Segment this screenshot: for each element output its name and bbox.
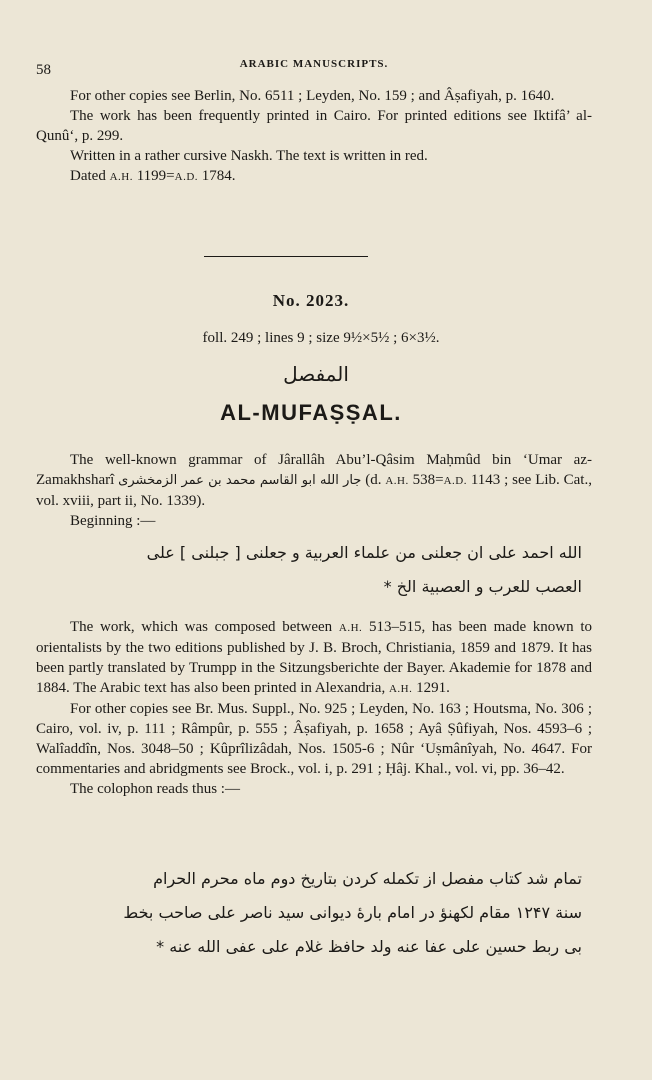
entry-title: AL-MUFAṢṢAL.	[220, 400, 402, 425]
section-divider	[204, 256, 368, 257]
description-section	[36, 450, 592, 531]
colophon-line-2: سنة ۱۲۴۷ مقام لکهنؤ در امام بارهٔ دیوانی سید ناصر علی صاحب بخط	[123, 903, 582, 922]
entry-number: No. 2023.	[272, 291, 350, 310]
intro-copies: For other copies see Berlin, No. 6511 ; Leyden, No. 159 ; and Âṣafiyah, p. 1640.	[70, 88, 555, 104]
colophon-line-3: بی ربط حسین علی عفا عنه ولد حافظ غلام علی عفی الله عنه *	[156, 937, 582, 956]
arabic-title: المفصل	[283, 362, 349, 386]
beginning-arabic	[40, 536, 582, 604]
beginning-line-1: الله احمد على ان جعلنى من علماء العربية و جعلنى [ جبلنى ] على	[146, 543, 582, 562]
beginning-line-2: العصب للعرب و العصبية الخ *	[383, 577, 582, 596]
composition-paragraph: The work, which was composed between A.H. 513–515, has been made known to orientalists by the two editions published by J. B. Broch, Christiania, 1859 and 1879. It has been partly translated by Trumpp in the Sitzungsberichte der Bayer. Akademie for 1878 and 1884. The Arabic text has also been printed in Alexandria, A.H. 1291.	[36, 619, 592, 696]
description-text: The well-known grammar of Jârallâh Abu’l-Qâsim Maḥmûd bin ‘Umar az-Zamakhsharî جار الله ابو القاسم محمد بن عمر الزمخشرى (d. A.H. 538=A.D. 1143 ; see Lib. Cat., vol. xviii, part ii, No. 1339).	[36, 452, 592, 509]
work-history-section	[36, 617, 592, 799]
intro-dated: Dated A.H. 1199=A.D. 1784.	[70, 168, 236, 184]
other-copies-paragraph: For other copies see Br. Mus. Suppl., No. 925 ; Leyden, No. 163 ; Houtsma, No. 306 ; Cairo, vol. iv, p. 111 ; Râmpûr, p. 555 ; Âṣafiyah, p. 1658 ; Ayâ Ṣûfiyah, Nos. 4593–6 ; Walîaddîn, Nos. 3048–50 ; Kûprîlizâdah, Nos. 1505-6 ; Nûr ‘Uṣmânîyah, No. 4647. For commentaries and abridgments see Brock., vol. i, p. 291 ; Ḥâj. Khal., vol. vi, pp. 36–42.	[36, 701, 592, 777]
colophon-arabic	[40, 862, 582, 964]
intro-script: Written in a rather cursive Naskh. The text is written in red.	[70, 148, 428, 164]
entry-specs: foll. 249 ; lines 9 ; size 9½×5½ ; 6×3½.	[202, 330, 440, 346]
colophon-line-1: تمام شد کتاب مفصل از تکمله کردن بتاریخ دوم ماه محرم الحرام	[153, 869, 582, 888]
colophon-label: The colophon reads thus :—	[70, 781, 240, 797]
intro-printed: The work has been frequently printed in Cairo. For printed editions see Iktifâ’ al-Qunû‘, p. 299.	[36, 108, 592, 144]
intro-section	[36, 86, 592, 187]
page-number: 58	[36, 62, 51, 78]
beginning-label: Beginning :—	[70, 513, 156, 529]
page-header	[36, 58, 592, 78]
running-head: ARABIC MANUSCRIPTS.	[239, 58, 389, 70]
